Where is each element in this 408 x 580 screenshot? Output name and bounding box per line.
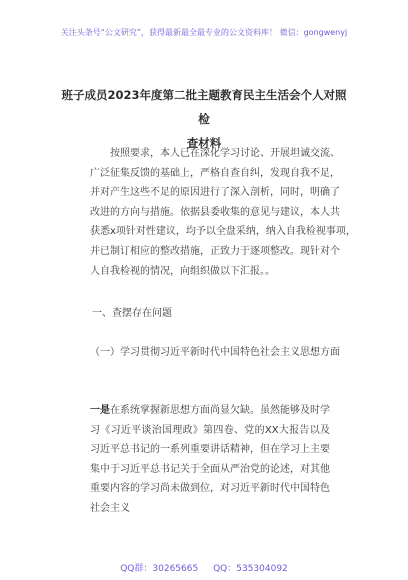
point-paragraph bbox=[90, 401, 330, 519]
header-banner: 关注头条号“公文研究”，获得最新最全最专业的公文资料库！ 微信：gongwenyj bbox=[60, 28, 348, 37]
intro-line: 并对产生这些不足的原因进行了深入剖析，同时，明确了 bbox=[90, 187, 340, 199]
point-text: 在系统掌握新思想方面尚显欠缺。虽然能够及时学习《习近平谈治国理政》第四卷、党的XX大报告以及习近平总书记的一系列重要讲话精神，但在学习上主要集中于习近平总书记关于全面从严治党的论述，对其他重要内容的学习尚未做到位，对习近平新时代中国特色社会主义 bbox=[90, 405, 330, 514]
intro-line: 改进的方向与措施。依据县委收集的意见与建议，本人共 bbox=[90, 206, 340, 218]
point-lead: 一是 bbox=[90, 405, 110, 416]
intro-paragraph bbox=[90, 144, 356, 281]
subsection-heading: （一）学习贯彻习近平新时代中国特色社会主义思想方面 bbox=[90, 347, 340, 358]
section-heading: 一、查摆存在问题 bbox=[92, 308, 172, 319]
footer-qq-group: QQ群：30265665 bbox=[120, 564, 199, 574]
intro-line: 按照要求，本人已在深化学习讨论、开展坦诚交流、 bbox=[110, 148, 340, 159]
intro-line: 广泛征集反馈的基础上，严格自查自纠，发现自我不足， bbox=[90, 167, 340, 179]
intro-line: 并已制订相应的整改措施，正致力于逐项整改。现针对个 bbox=[90, 245, 340, 257]
title-line-2: 查材料 bbox=[186, 136, 222, 150]
title-line-1: 班子成员2023年度第二批主题教育民主生活会个人对照检 bbox=[61, 88, 347, 126]
footer-contact bbox=[0, 561, 408, 574]
intro-line: 获悉x项针对性建议，均予以全盘采纳，纳入自我检视事项， bbox=[90, 226, 356, 238]
intro-line: 人自我检视的情况，向组织做以下汇报。。 bbox=[90, 265, 275, 277]
footer-qq: QQ：535304092 bbox=[213, 564, 288, 574]
